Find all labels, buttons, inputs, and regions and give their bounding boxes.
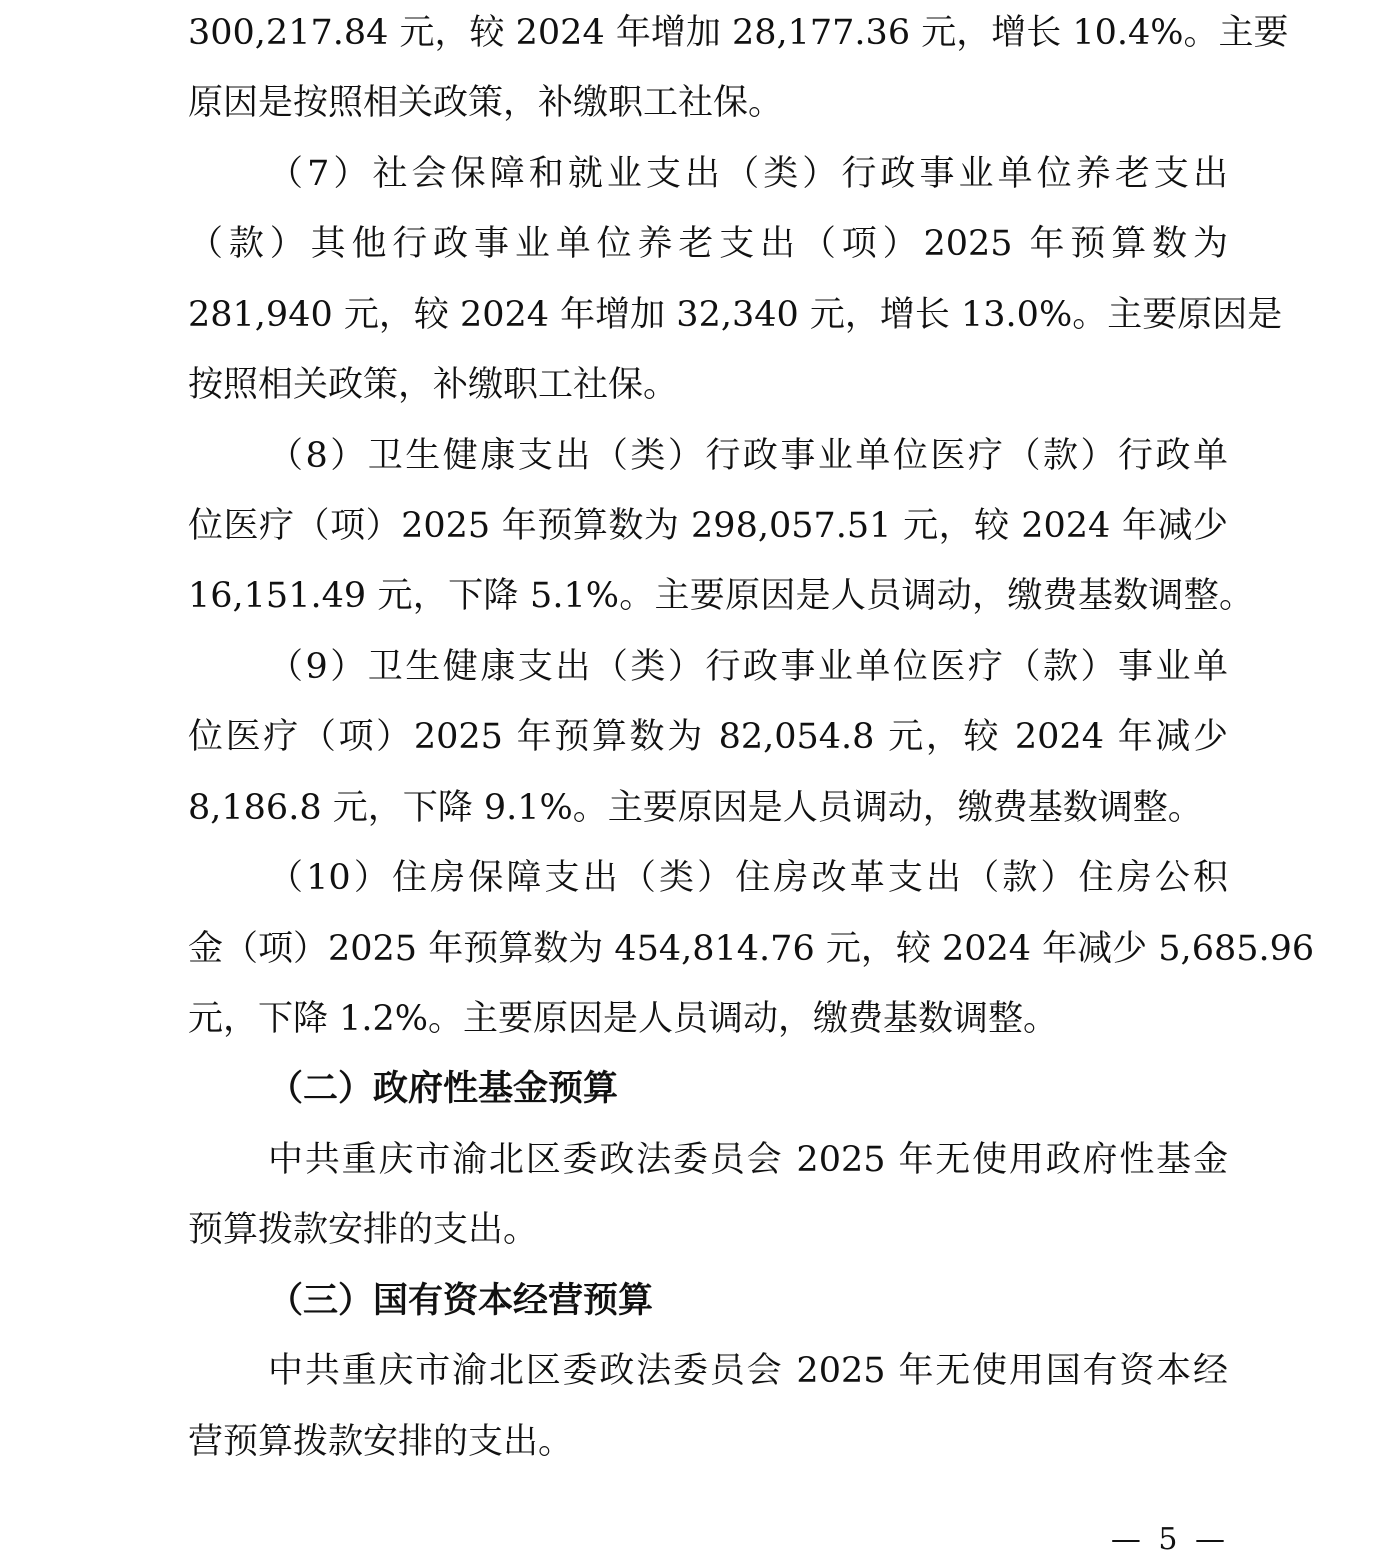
text-line-1: 300,217.84 元，较 2024 年增加 28,177.36 元，增长 10.4%。主要 <box>188 13 1289 53</box>
item-7-line-4: 按照相关政策，补缴职工社保。 <box>188 365 679 405</box>
government-fund-line-1: 中共重庆市渝北区委政法委员会 2025 年无使用政府性基金 <box>268 1140 1228 1180</box>
state-capital-line-2: 营预算拨款安排的支出。 <box>188 1422 574 1462</box>
page-number: — 5 — <box>1110 1522 1229 1557</box>
item-9-line-2: 位医疗（项）2025 年预算数为 82,054.8 元，较 2024 年减少 <box>188 717 1228 757</box>
state-capital-line-1: 中共重庆市渝北区委政法委员会 2025 年无使用国有资本经 <box>268 1351 1228 1391</box>
item-7-line-1: （7）社会保障和就业支出（类）行政事业单位养老支出 <box>268 154 1228 194</box>
government-fund-line-2: 预算拨款安排的支出。 <box>188 1210 539 1250</box>
item-10-line-3: 元，下降 1.2%。主要原因是人员调动，缴费基数调整。 <box>188 999 1059 1039</box>
section-heading-state-capital: （三）国有资本经营预算 <box>268 1280 654 1321</box>
item-9-line-3: 8,186.8 元，下降 9.1%。主要原因是人员调动，缴费基数调整。 <box>188 788 1203 828</box>
item-8-line-3: 16,151.49 元，下降 5.1%。主要原因是人员调动，缴费基数调整。 <box>188 576 1254 616</box>
item-10-line-1: （10）住房保障支出（类）住房改革支出（款）住房公积 <box>268 858 1228 898</box>
item-7-line-3: 281,940 元，较 2024 年增加 32,340 元，增长 13.0%。主要原因是 <box>188 295 1283 335</box>
text-line-2: 原因是按照相关政策，补缴职工社保。 <box>188 83 784 123</box>
item-8-line-1: （8）卫生健康支出（类）行政事业单位医疗（款）行政单 <box>268 436 1228 476</box>
item-7-line-2: （款）其他行政事业单位养老支出（项）2025 年预算数为 <box>188 224 1228 264</box>
item-10-line-2: 金（项）2025 年预算数为 454,814.76 元，较 2024 年减少 5,685.96 <box>188 929 1315 969</box>
item-9-line-1: （9）卫生健康支出（类）行政事业单位医疗（款）事业单 <box>268 647 1228 687</box>
section-heading-government-fund: （二）政府性基金预算 <box>268 1068 619 1109</box>
item-8-line-2: 位医疗（项）2025 年预算数为 298,057.51 元，较 2024 年减少 <box>188 506 1228 546</box>
